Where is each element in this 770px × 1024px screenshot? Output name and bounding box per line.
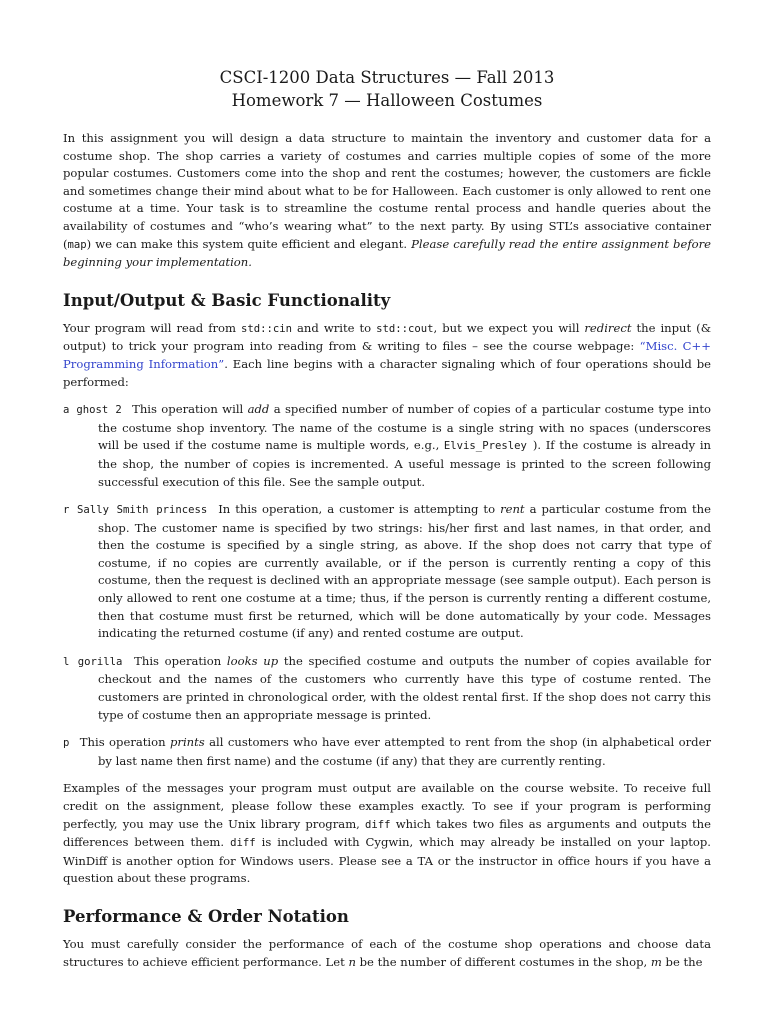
misc-cpp-info-link[interactable]: “Misc. C++ Programming Information” [63,339,711,371]
add-emphasis: add [247,402,270,417]
io-text-d: the input (& output) to trick your program into reading from & writing to files – see the course webpage: [63,320,712,354]
intro-text: In this assignment you will design a data structure to maintain the inventory and customer data for a costume shop. The shop carries a variety of costumes and carries multiple copies of some of the more popular costumes. Customers come into the shop and rent the costumes; however, the customers are fickle and sometimes change their mind about what to be for Halloween. Each customer is only allowed to rent one costume at a time. Your task is to streamline the costume rental process and handle queries about the availability of costumes and “who’s wearing what” to the next party. By using STL’s associative container ( [63,131,711,251]
title-line-course: CSCI-1200 Data Structures — Fall 2013 [219,68,555,87]
section-heading-io: Input/Output & Basic Functionality [63,290,391,310]
cin-code: std::cin [241,322,293,335]
perf-var-m: m [650,954,662,969]
intro-emphasis: Please carefully read the entire assignment before beginning your implementation. [63,236,712,270]
section-heading-performance: Performance & Order Notation [63,906,349,926]
examples-text-3: is included with Cygwin, which may already be installed on your laptop. WinDiff is another option for Windows users. Please see a TA or the instructor in office hours if you have a question about these programs. [63,835,711,886]
intro-text-2: ) we can make this system quite efficient and elegant. [86,236,412,251]
print-text-2: all customers who have ever attempted to rent from the shop (in alphabetical order by last name then first name) and the costume (if any) that they are currently renting. [98,735,712,768]
add-text-2: a specified number of number of copies of a particular costume type into the costume shop inventory. The name of the costume is a single string with no spaces (underscores will be used if the costume name is multiple words, e.g., [98,402,711,453]
add-text-1: This operation will [132,402,248,417]
io-text-c: , but we expect you will [433,320,585,335]
document-title [63,66,711,112]
rent-emphasis: rent [500,502,525,517]
operation-rent [63,501,711,643]
examples-paragraph [63,780,711,888]
rent-command: r Sally Smith princess [63,504,208,517]
operation-lookup [63,653,711,724]
print-emphasis: prints [170,735,205,750]
diff-code-2: diff [230,837,256,850]
diff-code-1: diff [365,818,391,831]
io-text-b: and write to [292,320,377,335]
print-command: p [63,737,70,750]
rent-text-1: In this operation, a customer is attempting to [218,502,501,517]
elvis-example-code: Elvis_Presley [443,440,527,453]
perf-text-2: be the number of different costumes in the shop, [355,954,651,969]
operation-print [63,734,711,770]
map-code: map [67,238,87,251]
cout-code: std::cout [376,322,434,335]
add-command: a ghost 2 [63,404,122,417]
print-text-1: This operation [79,735,170,750]
examples-text-2: which takes two files as arguments and outputs the differences between them. [63,816,711,850]
performance-paragraph [63,936,711,971]
lookup-emphasis: looks up [226,653,279,668]
intro-paragraph [63,130,711,272]
title-line-homework: Homework 7 — Halloween Costumes [231,91,543,110]
perf-text-3: be the [661,954,703,969]
io-paragraph [63,320,711,391]
io-text-e: . Each line begins with a character signaling which of four operations should be performed: [63,356,711,389]
perf-text-1: You must carefully consider the performance of each of the costume shop operations and choose data structures to achieve efficient performance. Let [63,936,711,969]
document-page [63,66,711,971]
lookup-command: l gorilla [63,655,123,668]
examples-text-1: Examples of the messages your program must output are available on the course website. To receive full credit on the assignment, please follow these examples exactly. To see if your program is performing perfectly, you may use the Unix library program, [63,781,711,831]
lookup-text-2: the specified costume and outputs the number of copies available for checkout and the names of the customers who currently have this type of costume rented. The customers are printed in chronological order, with the oldest rental first. If the shop does not carry this type of costume then an appropriate message is printed. [98,653,712,722]
io-text-a: Your program will read from [63,320,241,335]
perf-var-n: n [348,954,356,969]
add-text-3: ). If the costume is already in the shop, the number of copies is incremented. A useful message is printed to the screen following successful execution of this file. See the sample output. [98,438,711,489]
redirect-emphasis: redirect [584,320,632,335]
rent-text-2: a particular costume from the shop. The customer name is specified by two strings: his/her first and last names, in that order, and then the costume is specified by a single string, as above. If the shop does not carry that type of costume, if no copies are currently available, or if the person is currently renting a copy of this costume, then the request is declined with an appropriate message (see sample output). Each person is only allowed to rent one costume at a time; thus, if the person is currently renting a different costume, then that costume must first be returned, which will be done automatically by your code. Messages indicating the returned costume (if any) and rented costume are output. [98,502,711,641]
lookup-text-1: This operation [134,653,227,668]
operation-add [63,401,711,491]
